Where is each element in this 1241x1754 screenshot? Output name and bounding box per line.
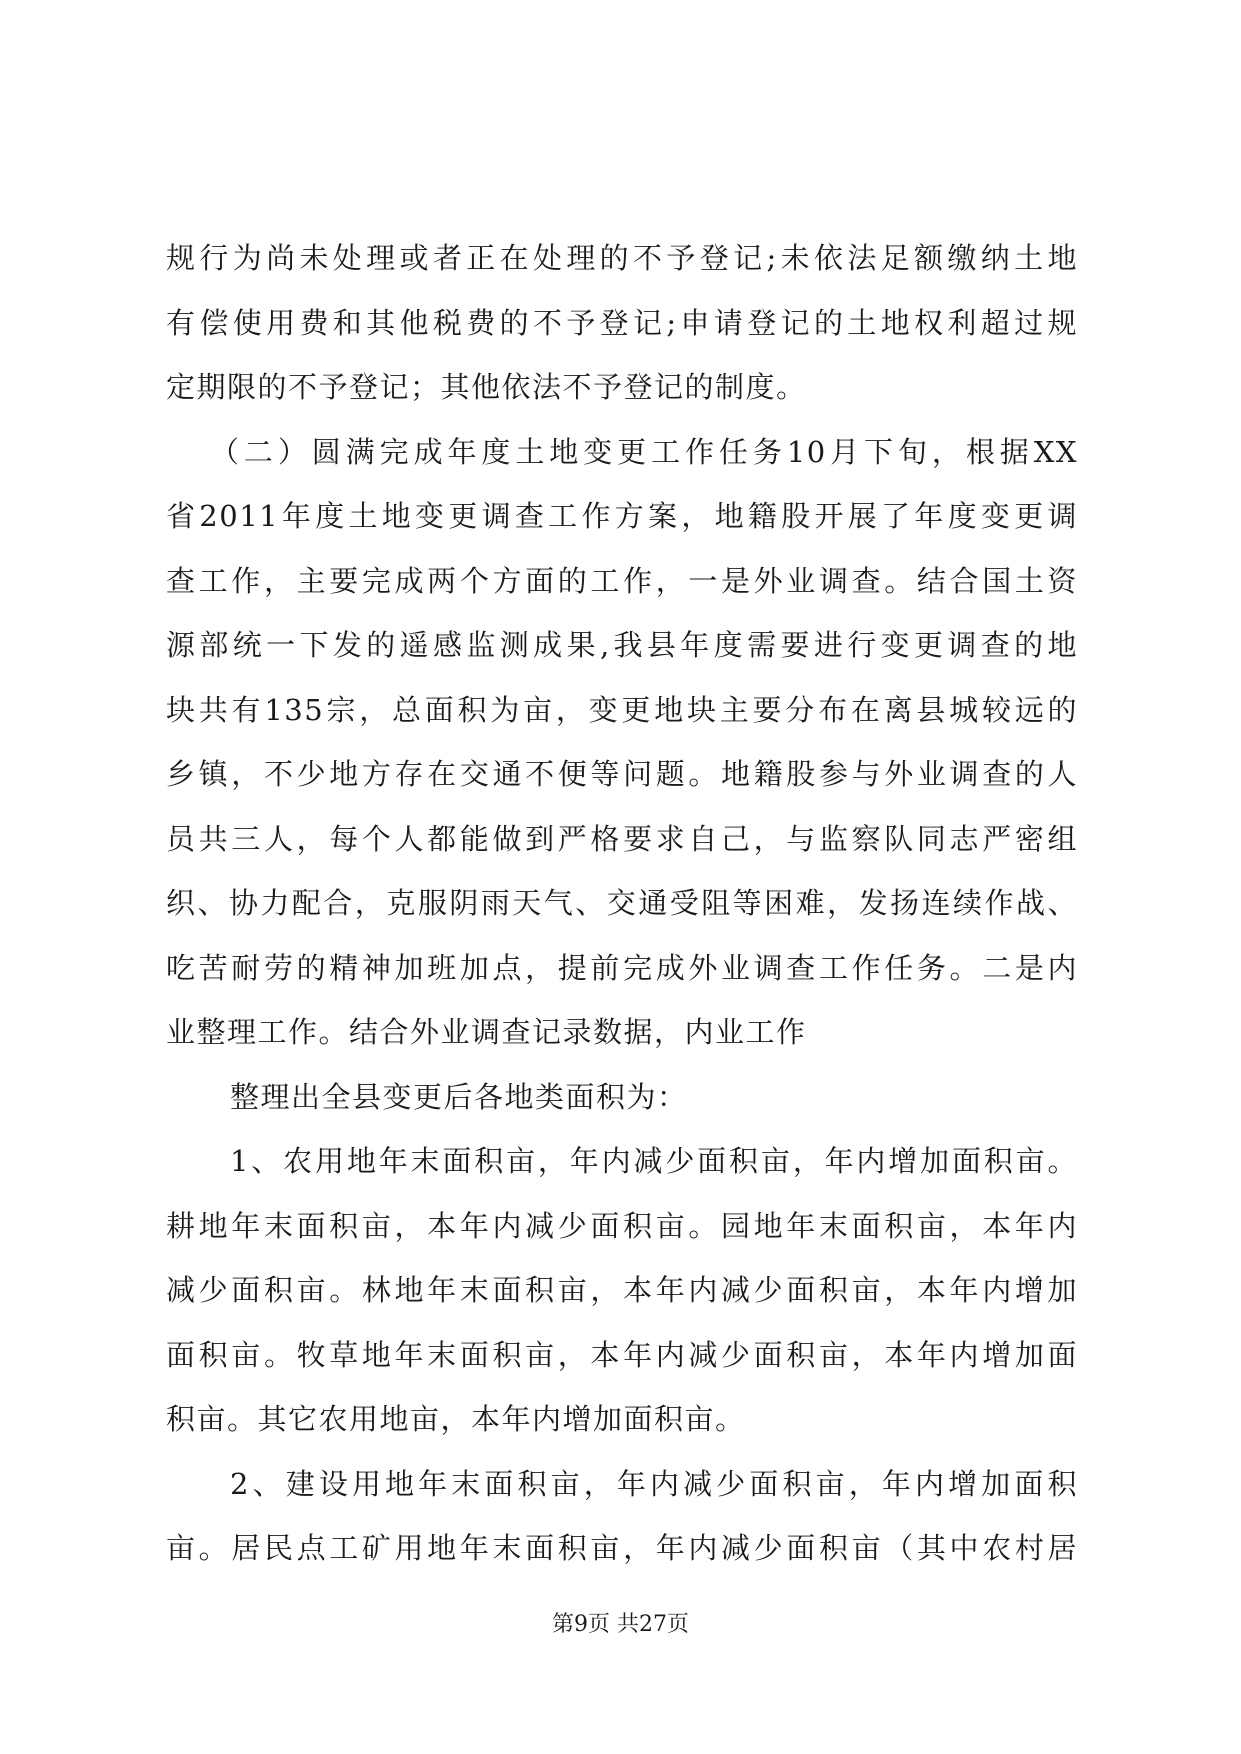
text-line: 定期限的不予登记；其他依法不予登记的制度。: [166, 370, 807, 404]
text-line: 乡镇，不少地方存在交通不便等问题。地籍股参与外业调查的人: [166, 757, 1078, 791]
text-line: 源部统一下发的遥感监测成果,我县年度需要进行变更调查的地: [166, 628, 1078, 662]
text-line: 省2011年度土地变更调查工作方案，地籍股开展了年度变更调: [166, 499, 1078, 533]
text-line: 织、协力配合，克服阴雨天气、交通受阻等困难，发扬连续作战、: [166, 886, 1078, 920]
text-line: 耕地年末面积亩，本年内减少面积亩。园地年末面积亩，本年内: [166, 1208, 1078, 1243]
text-line: 查工作，主要完成两个方面的工作，一是外业调查。结合国土资: [166, 563, 1078, 598]
text-line: 有偿使用费和其他税费的不予登记;申请登记的土地权利超过规: [166, 305, 1078, 340]
body-text: [166, 226, 1078, 1581]
text-line: 面积亩。牧草地年末面积亩，本年内减少面积亩，本年内增加面: [166, 1337, 1078, 1372]
paragraph-start-line: 1、农用地年末面积亩，年内减少面积亩，年内增加面积亩。: [230, 1144, 1078, 1178]
text-line: 业整理工作。结合外业调查记录数据，内业工作: [166, 1015, 807, 1049]
text-line: 块共有135宗，总面积为亩，变更地块主要分布在离县城较远的: [166, 692, 1078, 727]
paragraph-start-line: （二）圆满完成年度土地变更工作任务10月下旬，根据XX: [210, 434, 1078, 469]
text-line: 积亩。其它农用地亩，本年内增加面积亩。: [166, 1402, 746, 1436]
page-footer: 第9页 共27页: [552, 1612, 689, 1637]
text-line: 亩。居民点工矿用地年末面积亩，年内减少面积亩（其中农村居: [166, 1531, 1078, 1565]
paragraph-start-line: 整理出全县变更后各地类面积为：: [230, 1079, 688, 1114]
text-line: 吃苦耐劳的精神加班加点，提前完成外业调查工作任务。二是内: [166, 950, 1078, 985]
paragraph-start-line: 2、建设用地年末面积亩，年内减少面积亩，年内增加面积: [230, 1466, 1078, 1501]
text-line: 减少面积亩。林地年末面积亩，本年内减少面积亩，本年内增加: [166, 1273, 1078, 1307]
text-line: 员共三人，每个人都能做到严格要求自己，与监察队同志严密组: [166, 821, 1078, 856]
text-line: 规行为尚未处理或者正在处理的不予登记;未依法足额缴纳土地: [166, 241, 1078, 275]
